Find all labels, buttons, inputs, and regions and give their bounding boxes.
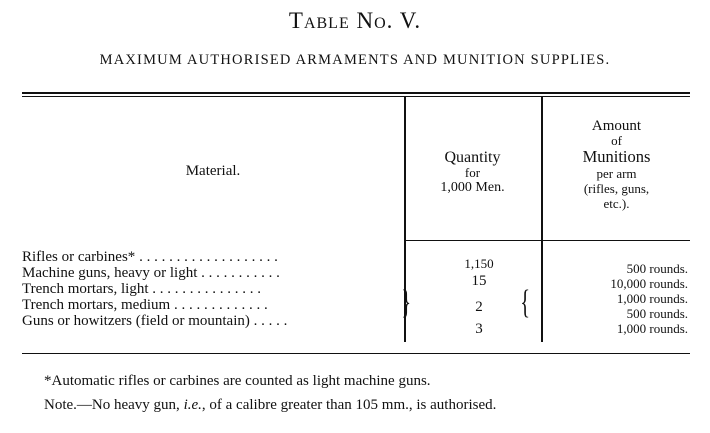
header-amount-line-2: of [611, 133, 622, 148]
row-2-material: Machine guns, heavy or light . . . . . . . . . . . [22, 265, 280, 281]
header-amount-line-6: etc.). [603, 196, 630, 211]
row-4-leader: . . . . . . . . . . . . . [170, 297, 268, 313]
row-3-leader: . . . . . . . . . . . . . . . [148, 281, 262, 297]
row-4-amount: 500 rounds. [626, 306, 688, 321]
header-amount-line-5: (rifles, guns, [583, 181, 650, 196]
header-rule [404, 240, 690, 241]
footnote: *Automatic rifles or carbines are counted as light machine guns. [44, 373, 431, 389]
top-rule-inner [22, 96, 690, 97]
note-prefix: Note.—No heavy gun, [44, 397, 184, 413]
row-2-quantity: 15 [471, 273, 487, 289]
left-brace: { [520, 284, 531, 321]
row-4-material: Trench mortars, medium . . . . . . . . . . . . . [22, 297, 268, 313]
header-amount-line-3: Munitions [582, 147, 651, 166]
row-5-leader: . . . . . [249, 313, 288, 329]
header-amount-line-1: Amount [591, 118, 642, 134]
header-amount-line-4: per arm [596, 166, 637, 181]
row-1-material: Rifles or carbines* . . . . . . . . . . . . . . . . . . . [22, 249, 278, 265]
table-title: Table No. V. [288, 8, 422, 33]
row-4-quantity: 2 [475, 299, 483, 315]
header-quantity-line-3: 1,000 Men. [440, 180, 505, 195]
row-2-leader: . . . . . . . . . . . [197, 265, 280, 281]
header-amount [543, 118, 690, 211]
row-1-amount: 500 rounds. [626, 261, 688, 276]
table-subtitle: MAXIMUM AUTHORISED ARMAMENTS AND MUNITION SUPPLIES. [99, 52, 611, 68]
note-emphasis: i.e. [183, 397, 202, 413]
row-5-quantity: 3 [475, 321, 483, 337]
top-rule [22, 92, 690, 94]
right-brace: } [401, 284, 412, 321]
header-quantity-line-1: Quantity [444, 149, 501, 166]
bottom-rule [22, 353, 690, 354]
header-material: Material. [185, 163, 241, 179]
header-quantity [406, 150, 539, 196]
row-3-amount: 1,000 rounds. [616, 291, 688, 306]
header-quantity-line-2: for [464, 165, 481, 180]
row-2-amount: 10,000 rounds. [610, 276, 688, 291]
row-5-material: Guns or howitzers (field or mountain) . . . . . [22, 313, 288, 329]
row-5-amount: 1,000 rounds. [616, 321, 688, 336]
note [44, 397, 496, 414]
note-suffix: , of a calibre greater than 105 mm., is authorised. [201, 397, 497, 413]
row-1-quantity: 1,150 [464, 256, 494, 271]
row-1-leader: . . . . . . . . . . . . . . . . . . . [135, 249, 278, 265]
row-3-material: Trench mortars, light . . . . . . . . . . . . . . . [22, 281, 262, 297]
